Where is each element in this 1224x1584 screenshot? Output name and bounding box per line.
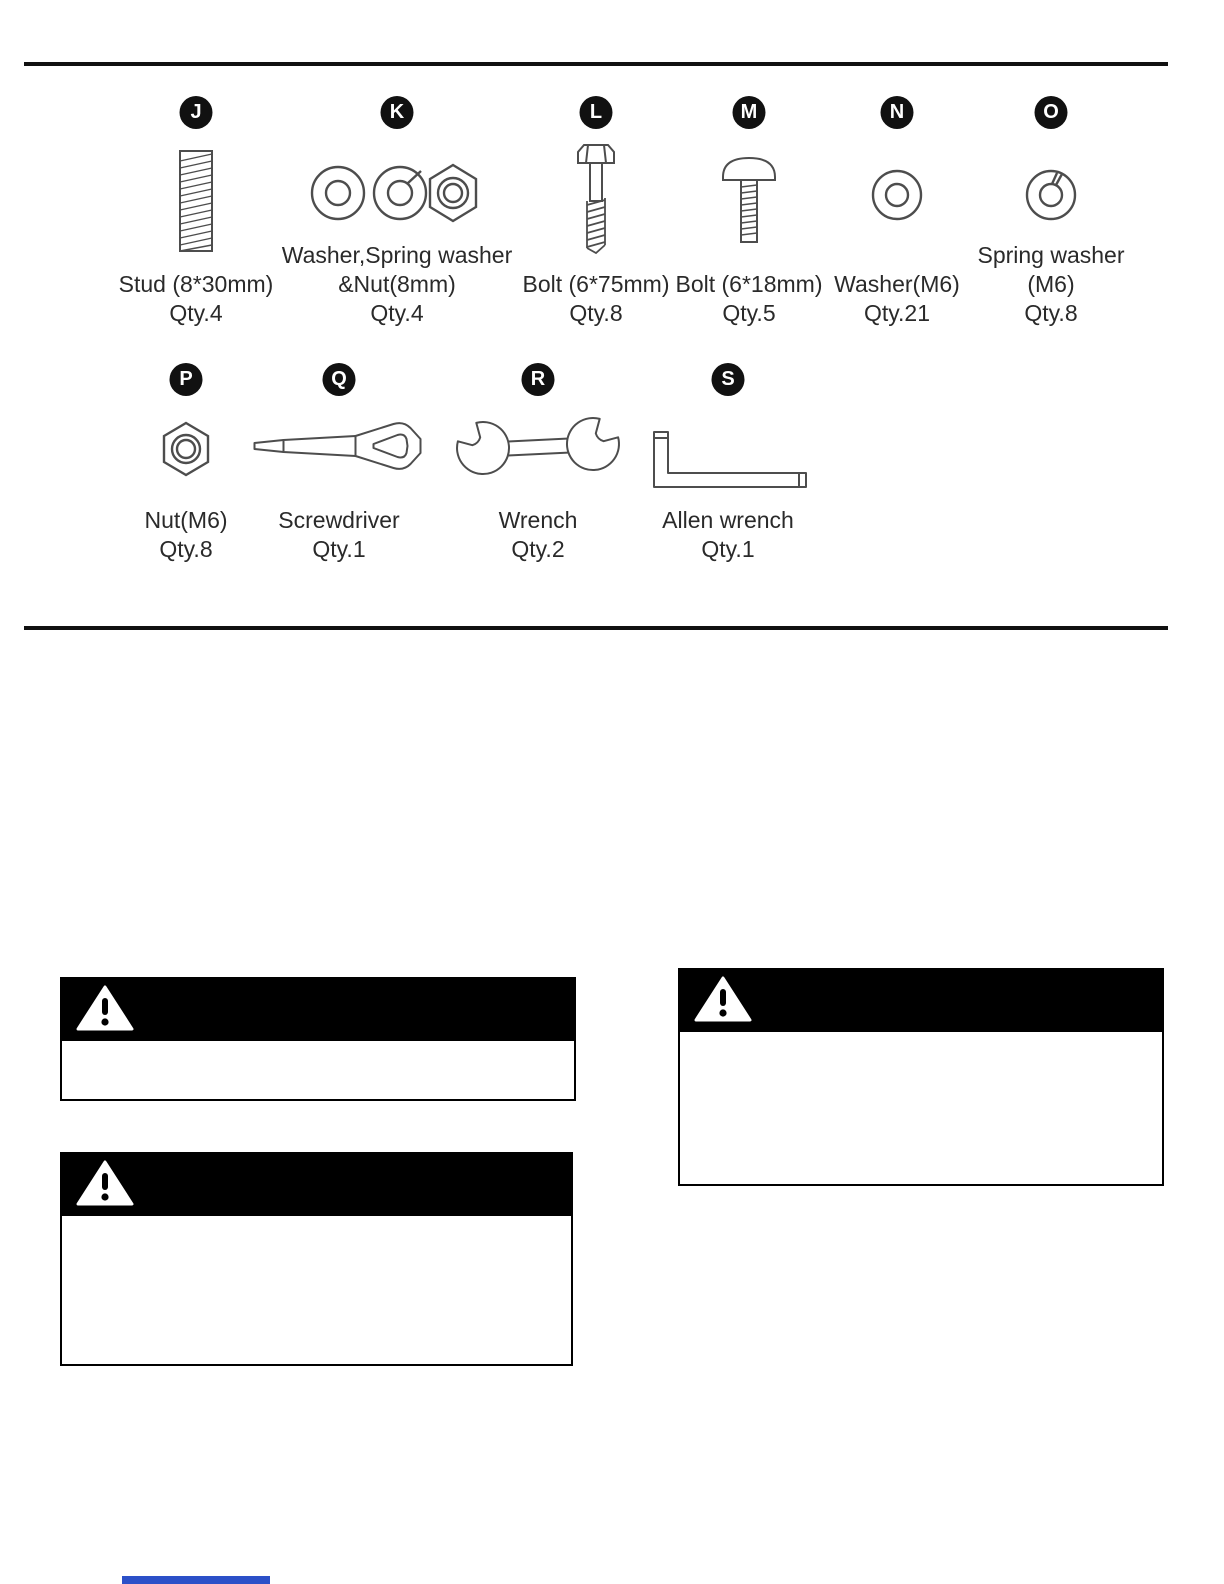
part-name: Washer(M6) bbox=[834, 271, 960, 297]
warning-box-3 bbox=[60, 1152, 573, 1366]
warning-body bbox=[678, 1030, 1164, 1186]
part-badge-j: J bbox=[180, 96, 213, 129]
part-badge-o: O bbox=[1035, 96, 1068, 129]
part-badge-q: Q bbox=[323, 363, 356, 396]
part-qty: Qty.8 bbox=[159, 536, 213, 562]
part-stud bbox=[96, 96, 296, 328]
part-screwdriver bbox=[234, 363, 444, 564]
part-badge-n: N bbox=[881, 96, 914, 129]
warning-header bbox=[60, 977, 576, 1039]
footer-link-bar bbox=[122, 1576, 270, 1584]
part-badge-m: M bbox=[733, 96, 766, 129]
part-badge-s: S bbox=[712, 363, 745, 396]
part-name: Wrench bbox=[498, 507, 578, 533]
part-washer bbox=[812, 96, 982, 328]
part-badge-p: P bbox=[170, 363, 203, 396]
warning-body bbox=[60, 1039, 576, 1101]
part-qty: Qty.5 bbox=[722, 300, 776, 326]
part-qty: Qty.8 bbox=[569, 300, 623, 326]
bolt-short-icon bbox=[720, 155, 778, 247]
part-qty: Qty.8 bbox=[1024, 300, 1078, 326]
part-qty: Qty.4 bbox=[370, 300, 424, 326]
top-divider bbox=[24, 62, 1168, 66]
warning-box-2 bbox=[678, 968, 1164, 1186]
part-qty: Qty.4 bbox=[169, 300, 223, 326]
warning-header bbox=[60, 1152, 573, 1214]
warning-header bbox=[678, 968, 1164, 1030]
part-name: Spring washer (M6) bbox=[977, 242, 1125, 297]
part-qty: Qty.1 bbox=[701, 536, 755, 562]
part-name: Nut(M6) bbox=[144, 507, 228, 533]
part-badge-l: L bbox=[580, 96, 613, 129]
part-name: Screwdriver bbox=[278, 507, 400, 533]
warning-triangle-icon bbox=[694, 976, 752, 1022]
spring-washer-icon bbox=[1025, 169, 1077, 221]
warning-box-1 bbox=[60, 977, 576, 1101]
part-qty: Qty.2 bbox=[511, 536, 565, 562]
part-spring-washer bbox=[971, 96, 1131, 328]
part-badge-r: R bbox=[522, 363, 555, 396]
stud-icon bbox=[176, 148, 216, 254]
part-name: Stud (8*30mm) bbox=[118, 271, 274, 297]
screwdriver-icon bbox=[252, 419, 427, 475]
part-washer-set bbox=[267, 96, 527, 328]
part-qty: Qty.1 bbox=[312, 536, 366, 562]
part-badge-k: K bbox=[381, 96, 414, 129]
part-allen-wrench bbox=[623, 363, 833, 564]
part-name: Bolt (6*18mm) bbox=[675, 271, 823, 297]
washer-spring-washer-nut-icon bbox=[282, 161, 512, 225]
allen-wrench-icon bbox=[644, 427, 812, 493]
nut-icon bbox=[161, 420, 211, 478]
wrench-icon bbox=[449, 408, 627, 484]
part-qty: Qty.21 bbox=[863, 300, 931, 326]
bolt-long-icon bbox=[572, 143, 620, 257]
part-name: Allen wrench bbox=[662, 507, 794, 533]
warning-body bbox=[60, 1214, 573, 1366]
warning-triangle-icon bbox=[76, 1160, 134, 1206]
washer-icon bbox=[871, 169, 923, 221]
part-name: Bolt (6*75mm) bbox=[522, 271, 670, 297]
warning-triangle-icon bbox=[76, 985, 134, 1031]
part-name: Washer,Spring washer &Nut(8mm) bbox=[281, 242, 513, 297]
section-divider bbox=[24, 626, 1168, 630]
part-wrench bbox=[433, 363, 643, 564]
